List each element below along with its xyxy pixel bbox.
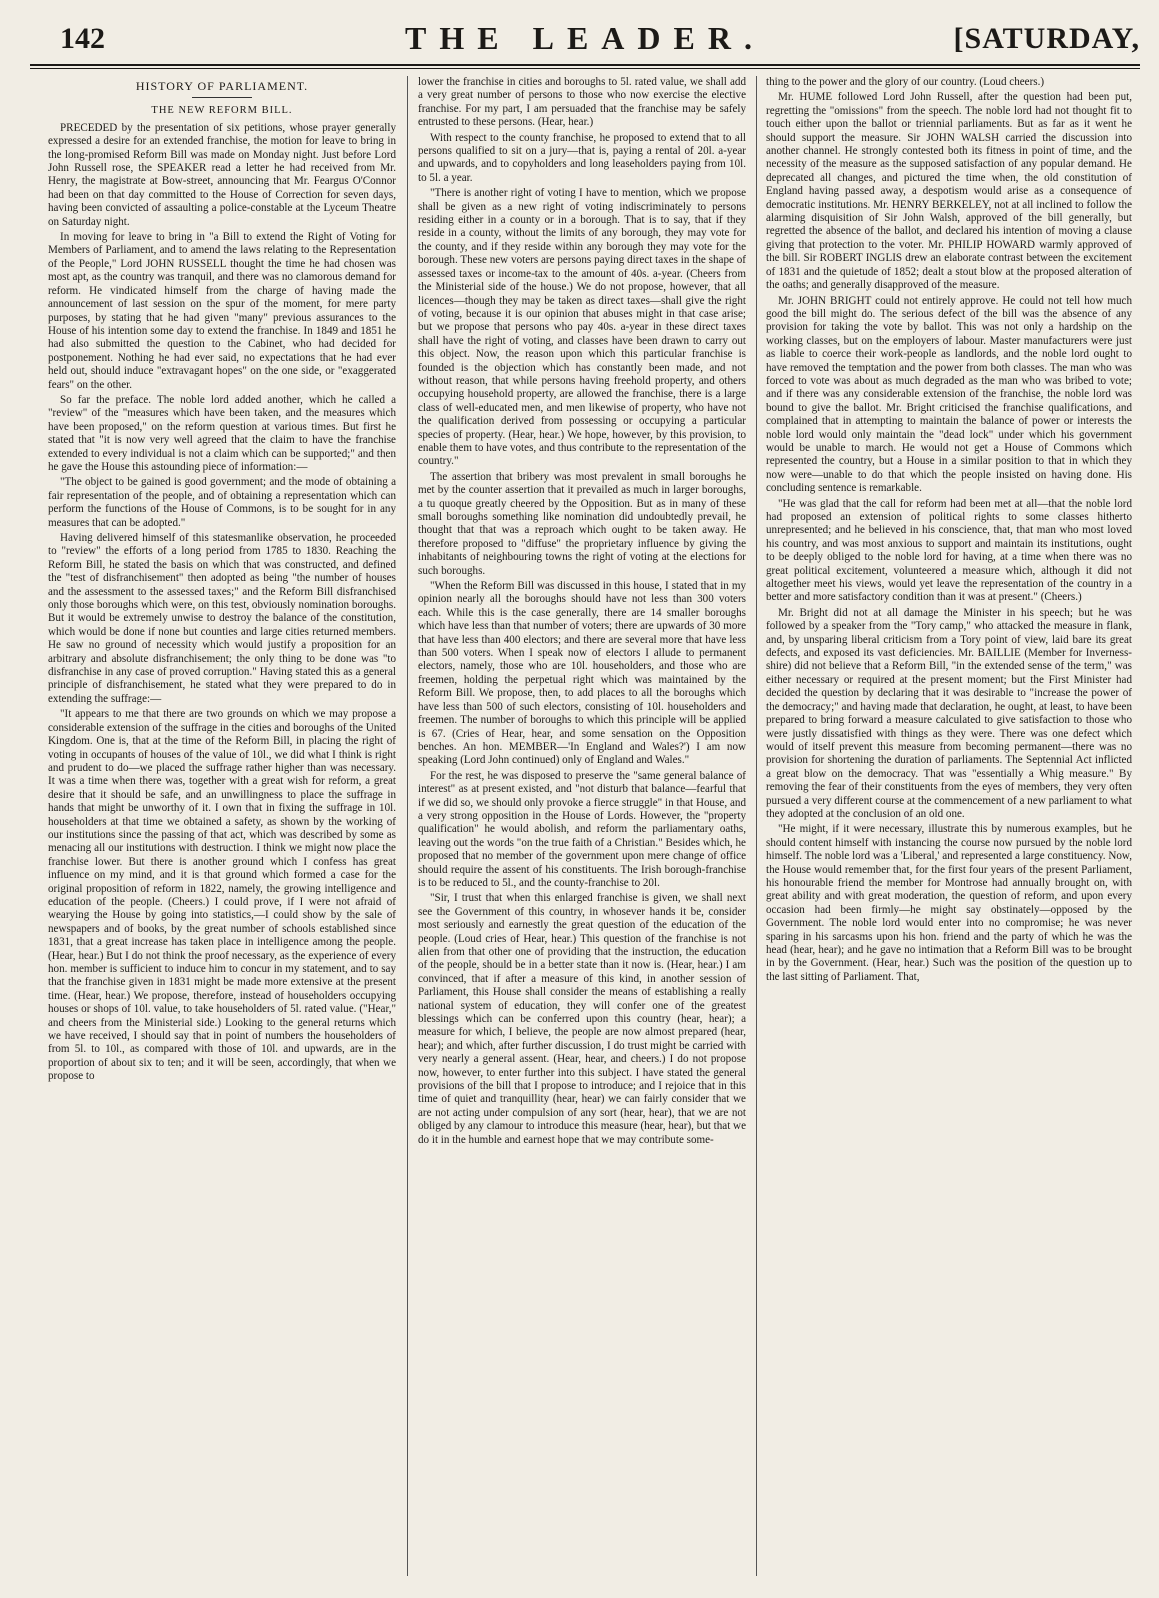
paragraph: Mr. HUME followed Lord John Russell, after the question had been put, regretting the "omissions" from the speech. The noble lord had not thought fit to touch either upon the ballot or triennial parliaments. But as far as it went he should support the measure. Sir JOHN WALSH carried the discussion into another channel. He strongly contested both its fitness in point of time, and the necessity of the measure as the supposed satisfaction of any popular demand. He deprecated all changes, and pictured the time when, the old constitution of England having passed away, a despotism would arise as a consequence of democratic institutions. Mr. HENRY BERKELEY, not at all inclined to follow the alarming disquisition of Sir John Walsh, approved of the bill generally, but regretted the absence of the ballot, and declared his intention of moving a clause giving that protection to the voter. Mr. PHILIP HOWARD warmly approved of the bill. Sir ROBERT INGLIS drew an elaborate contrast between the excitement of 1831 and the quietude of 1852; dealt a stout blow at the proposed alteration of the oaths; and generally disapproved of the measure.	[766, 91, 1132, 292]
column-2	[418, 76, 746, 1576]
paragraph: With respect to the county franchise, he proposed to extend that to all persons qualified to sit on a jury—that is, paying a rental of 20l. a-year and upwards, and to copyholders and long leaseholders paying from 10l. to 5l. a year.	[418, 131, 746, 184]
quotation: "The object to be gained is good government; and the mode of obtaining a fair representation of the people, and of obtaining a representation which can perform the functions of the House of Commons, is to be sought for in any measures that can be adopted."	[48, 476, 396, 529]
dateline: [SATURDAY,	[953, 22, 1140, 55]
column-divider	[407, 76, 408, 1576]
paragraph: For the rest, he was disposed to preserve the "same general balance of interest" as at present existed, and "not disturb that balance—fearful that if we did so, we should only provoke a fierce struggle" in that House, and a very strong opposition in the House of Lords. However, the "property qualification" he would abolish, and reform the parliamentary oaths, leaving out the words "on the true faith of a Christian." Besides which, he proposed that no member of the government upon mere change of office should require the assent of his constituents. The Irish borough-franchise is to be reduced to 5l., and the county-franchise to 20l.	[418, 769, 746, 889]
page-number: 142	[60, 22, 105, 55]
paragraph: The assertion that bribery was most prevalent in small boroughs he met by the counter assertion that it prevailed as much in larger boroughs, a tu quoque greatly cheered by the Opposition. But as in many of these small boroughs something like nomination did undoubtedly prevail, he thought that that was a reproach which ought to be taken away. He therefore proposed to "diffuse" the proprietary influence by giving the inhabitants of neighbouring towns the right of voting at the elections for such boroughs.	[418, 470, 746, 577]
quotation: "Sir, I trust that when this enlarged franchise is given, we shall next see the Government of this country, in whosever hands it be, consider most seriously and earnestly the great question of the education of the people. (Loud cries of Hear, hear.) This question of the franchise is not alien from that other one of providing that the instruction, the education of the people, should be in a better state than it now is. (Hear, hear.) I am convinced, that if after a measure of this kind, in another session of Parliament, this House shall consider the means of establishing a really national system of education, they will confer one of the greatest blessings which can be conferred upon this country (hear, hear); a measure for which, I believe, the people are now almost prepared (hear, hear); and which, after further discussion, I do trust might be carried with very nearly a general assent. (Hear, hear, and cheers.) I do not propose now, however, to enter further into this subject. I have stated the general provisions of the bill that I propose to introduce; and I rejoice that in this time of quiet and tranquillity (hear, hear) we can fairly consider that we are not acting under compulsion of any sort (hear, hear), that we are not obliged by any clamour to introduce this measure (hear, hear), but that we do it in the humble and earnest hope that we may contribute some-	[418, 892, 746, 1146]
column-3	[766, 76, 1132, 1576]
paragraph: PRECEDED by the presentation of six petitions, whose prayer generally expressed a desire for an extended franchise, the motion for leave to bring in the long-promised Reform Bill was made on Monday night. Just before Lord John Russell rose, the SPEAKER read a letter he had received from Mr. Henry, the magistrate at Bow-street, announcing that Mr. Feargus O'Connor had been on that day committed to the House of Correction for seven days, having been convicted of assaulting a police-constable at the Lyceum Theatre on Saturday night.	[48, 121, 396, 228]
quotation: "He might, if it were necessary, illustrate this by numerous examples, but he should content himself with instancing the course now pursued by the noble lord himself. The noble lord was a 'Liberal,' and represented a large constituency. Now, the House would remember that, for the first four years of the present Parliament, his honourable friend the member for Montrose had annually brought on, with great ability and with great moderation, the question of reform, and upon every occasion had been firmly—he might say obstinately—opposed by the Government. The noble lord would enter into no compromise; he was never sparing in his sarcasms upon his hon. friend and the party of which he was the head (hear, hear); and he gave no intimation that a Reform Bill was to be brought in by the Government. (Hear, hear.) Such was the position of the question up to the last sitting of Parliament. That,	[766, 823, 1132, 983]
paragraph: Mr. JOHN BRIGHT could not entirely approve. He could not tell how much good the bill might do. The serious defect of the bill was the absence of any provision for taking the vote by ballot. This was not only a hardship on the working classes, but on the employers of labour. Master manufacturers were just as liable to coerce their work-people as landlords, and the noble lord ought to have removed the temptation and the power from both classes. The man who was forced to vote was about as much degraded as the man who was bribed to vote; and if there was any considerable extension of the franchise, the noble lord was bound to give the ballot. Mr. Bright criticised the franchise qualifications, and complained that in attempting to maintain the balance of power or interests the noble lord would only maintain the "dead lock" under which his government would be unable to march. He would not get a House of Commons which represented the country, but a House in a similar position to that in which they now were—unable to do that which the people insisted on having done. His concluding sentence is remarkable.	[766, 294, 1132, 495]
masthead-rule	[30, 68, 1140, 69]
quotation: "When the Reform Bill was discussed in this house, I stated that in my opinion nearly all the boroughs should have not less than 300 voters each. While this is the case generally, there are 14 smaller boroughs which have less than that number of voters; there are upwards of 30 more that have less than 400 electors; and there are several more that have less than 500 voters. When I speak now of electors I allude to permanent electors, namely, those who are 10l. householders, and those who are freemen, holding the perpetual right which was maintained by the Reform Bill. We propose, then, to add places to all the boroughs which have less than 500 of such electors, consisting of 10l. householders and freemen. The number of boroughs to which this principle will be applied is 67. (Cries of Hear, hear, and some sensation on the Opposition benches. An hon. MEMBER—'In England and Wales?') I am now speaking (Lord John continued) only of England and Wales."	[418, 580, 746, 767]
paragraph: Mr. Bright did not at all damage the Minister in his speech; but he was followed by a speaker from the "Tory camp," who attacked the measure in flank, and, by unsparing liberal criticism from a Tory point of view, laid bare its great defects, and exposed its vast deficiencies. Mr. BAILLIE (Member for Inverness-shire) did not believe that a Reform Bill, "in the extended sense of the term," was either necessary or required at the present moment; but the First Minister had decided the question by declaring that it was desirable to "increase the power of the democracy;" and having made that declaration, he ought, at least, to have been prepared to bring forward a measure calculated to give satisfaction to those who were justly dissatisfied with things as they were. There was one defect which would of itself prevent this measure from becoming permanent—there was no provision for shortening the duration of parliaments. The Septennial Act inflicted a great blow on the democracy. That was "essentially a Whig measure." By removing the fear of their constituents from the eyes of members, they very often pursued a very different course at the commencement of a new parliament to what they adopted at the conclusion of an old one.	[766, 606, 1132, 820]
masthead	[30, 14, 1140, 66]
paragraph: In moving for leave to bring in "a Bill to extend the Right of Voting for Members of Parliament, and to amend the laws relating to the Representation of the People," Lord JOHN RUSSELL thought the time he had chosen was most apt, as the country was tranquil, and there was no clamorous demand for reform. He vindicated himself from the charge of having made the announcement of last session on the spur of the moment, for mere party purposes, by stating that he had given "many" previous assurances to the House of his intention some day to extend the franchise. In 1849 and 1851 he had also submitted the question to the Cabinet, who had decided for postponement. Nothing he had ever said, no expectations that he had ever held out, should induce "extravagant hopes" on the one side, or "exaggerated fears" on the other.	[48, 231, 396, 391]
paragraph: lower the franchise in cities and boroughs to 5l. rated value, we shall add a very great number of persons to those who now exercise the elective franchise. For my part, I am persuaded that the franchise may be safely entrusted to these persons. (Hear, hear.)	[418, 76, 746, 129]
quotation: "He was glad that the call for reform had been met at all—that the noble lord had proposed an extension of political rights to some classes hitherto unrepresented; and he believed in his conscience, that, that man who most loved his country, and was most anxious to support and maintain its institutions, ought to be deeply obliged to the noble lord for having, at a time when there was no great political excitement, volunteered a measure which, although it did not altogether meet his views, would yet leave the representation of the country in a better and more satisfactory condition than it was at present." (Cheers.)	[766, 497, 1132, 604]
column-1	[48, 76, 396, 1576]
quotation: "It appears to me that there are two grounds on which we may propose a considerable extension of the suffrage in the cities and boroughs of the United Kingdom. One is, that at the time of the Reform Bill, in placing the right of voting in occupants of houses of the value of 10l., we did what I think is right and prudent to do—we placed the suffrage rather higher than was necessary. It was a time when there was, together with a great wish for reform, a great desire that it should be safe, and an unwillingness to place the suffrage in hands that might be unworthy of it. I own that in fixing the suffrage in 10l. householders at that time we obtained a safety, as shown by the working of our institutions since the passing of that act, which was described by some as menacing all our institutions with destruction. I think we might now place the franchise lower. But there is another ground which I confess has great influence on my mind, and it is that ground which formed a case for the original proposition of reform in 1822, namely, the growing intelligence and education of the people. (Cheers.) I could prove, if I were not afraid of wearying the House by going into statistics,—I could show by the sale of newspapers and of books, by the great number of schools established since 1831, that a great increase has taken place in intelligence among the people. (Hear, hear.) But I do not think the proof necessary, as the experience of every hon. member is sufficient to induce him to concur in my statement, and to say that the franchise given in 1831 might be made more extensive at the present time. (Hear, hear.) We propose, therefore, instead of householders occupying houses or shops of 10l. value, to take householders of 5l. rated value. ("Hear," and cheers from the Ministerial side.) Looking to the general returns which we have received, I should say that in point of numbers the householders of from 5l. to 10l., as compared with those of 10l. and upwards, are in the proportion of about six to ten; and it will be seen, accordingly, that when we propose to	[48, 708, 396, 1083]
subsection-heading: THE NEW REFORM BILL.	[151, 105, 293, 117]
paragraph: thing to the power and the glory of our country. (Loud cheers.)	[766, 76, 1045, 88]
section-rule	[192, 97, 252, 98]
section-heading: HISTORY OF PARLIAMENT.	[135, 79, 309, 93]
quotation: "There is another right of voting I have to mention, which we propose shall be given as a new right of voting indiscriminately to persons residing either in a county or in a borough. That is to say, that if they reside in a county, without the limits of any borough, they may vote for the county, and if they reside within any borough they may vote for the borough. These new voters are persons paying direct taxes in the shape of assessed taxes or income-tax to the amount of 40s. a-year. (Cheers from the Ministerial side of the house.) We do not propose, however, that all licences—though they may be taken as direct taxes—shall give the right of voting, because it is our opinion that abuses might in that case arise; but we propose that persons who pay 40s. a-year in these direct taxes shall have the right of voting, and classes have been drawn to carry out this object. Now, the reason upon which this particular franchise is founded is the objection which has constantly been made, and not without reason, that while persons having freehold property, and others occupying household property, are allowed the franchise, there is a large class of well-educated men, and men likewise of property, who have not the qualification derived from possessing or occupying a particular species of property. (Hear, hear.) We hope, however, by this provision, to enable them to have votes, and thus contribute to the representation of the country."	[418, 187, 746, 468]
paragraph: Having delivered himself of this statesmanlike observation, he proceeded to "review" the efforts of a long period from 1785 to 1830. Reaching the Reform Bill, he stated the basis on which that was constructed, and defined the "test of disfranchisement" then adopted as being "the number of houses and the assessment to the assessed taxes;" and the Reform Bill disfranchised only those boroughs which were, on this test, obviously nomination boroughs. But it would be extremely unwise to destroy the balance of the constitution, which would be done if none but counties and large cities returned members. He saw no ground of necessity which would justify a proposition for an arbitrary and absolute disfranchisement; the only thing to be done was "to disfranchise in any case of proved corruption." Having stated this as a general principle of disfranchisement, he stated what they were prepared to do in extending the suffrage:—	[48, 532, 396, 705]
newspaper-title: THE LEADER.	[405, 20, 765, 56]
paragraph: So far the preface. The noble lord added another, which he called a "review" of the "measures which have been taken, and the measures which have been proposed," on the reform question at various times. But first he stated that "it is now very well agreed that the claim to have the franchise extended to every individual is not a claim which can be supported;" and then he gave the House this astounding piece of information:—	[48, 393, 396, 473]
column-divider	[756, 76, 757, 1576]
